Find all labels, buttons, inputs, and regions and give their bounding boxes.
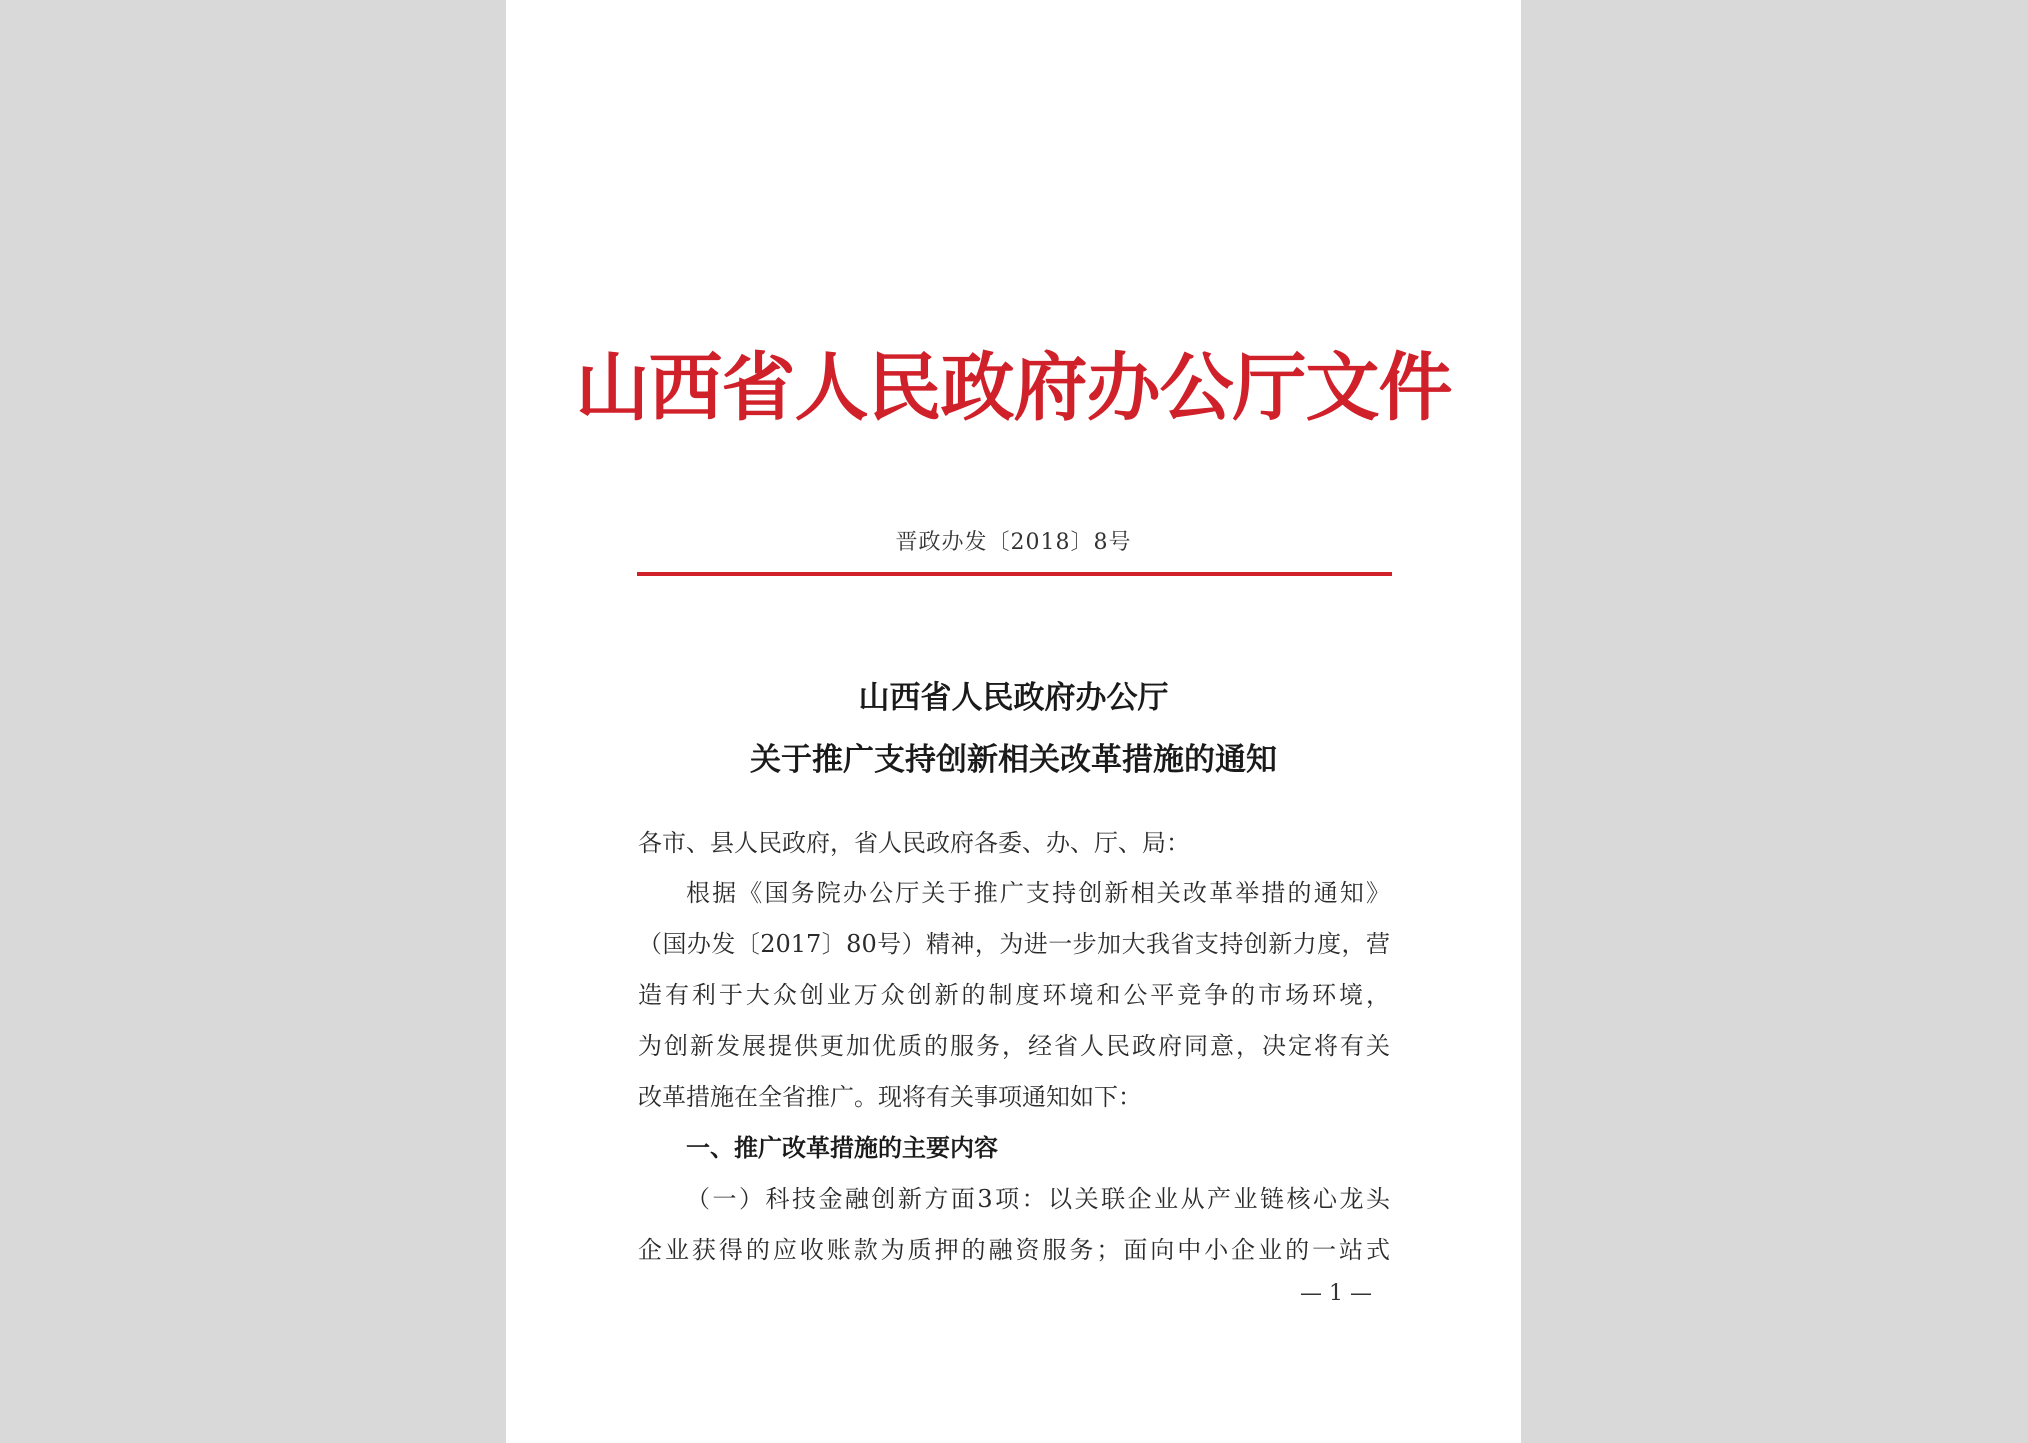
document-title-line-1: 山西省人民政府办公厅 <box>858 680 1169 716</box>
document-number: 晋政办发〔2018〕8号 <box>895 530 1132 555</box>
red-divider-line <box>637 572 1392 576</box>
paragraph-line: 造有利于大众创业万众创新的制度环境和公平竞争的市场环境， <box>638 981 1390 1009</box>
paragraph-line: 为创新发展提供更加优质的服务，经省人民政府同意，决定将有关 <box>638 1032 1390 1060</box>
paragraph-line: 改革措施在全省推广。现将有关事项通知如下： <box>638 1083 1142 1111</box>
section-heading: 一、推广改革措施的主要内容 <box>686 1134 998 1162</box>
paragraph-line: （国办发〔2017〕80号）精神，为进一步加大我省支持创新力度，营 <box>638 930 1390 958</box>
paragraph-line: （一）科技金融创新方面3项：以关联企业从产业链核心龙头 <box>686 1185 1390 1213</box>
document-page <box>506 0 1521 1443</box>
paragraph-line: 根据《国务院办公厅关于推广支持创新相关改革举措的通知》 <box>686 879 1390 907</box>
paragraph-line: 企业获得的应收账款为质押的融资服务；面向中小企业的一站式 <box>638 1236 1390 1264</box>
salutation: 各市、县人民政府，省人民政府各委、办、厅、局： <box>638 829 1190 857</box>
document-title-line-2: 关于推广支持创新相关改革措施的通知 <box>750 742 1277 778</box>
page-number: — 1 — <box>1300 1281 1372 1306</box>
red-masthead: 山西省人民政府办公厅文件 <box>575 345 1452 431</box>
